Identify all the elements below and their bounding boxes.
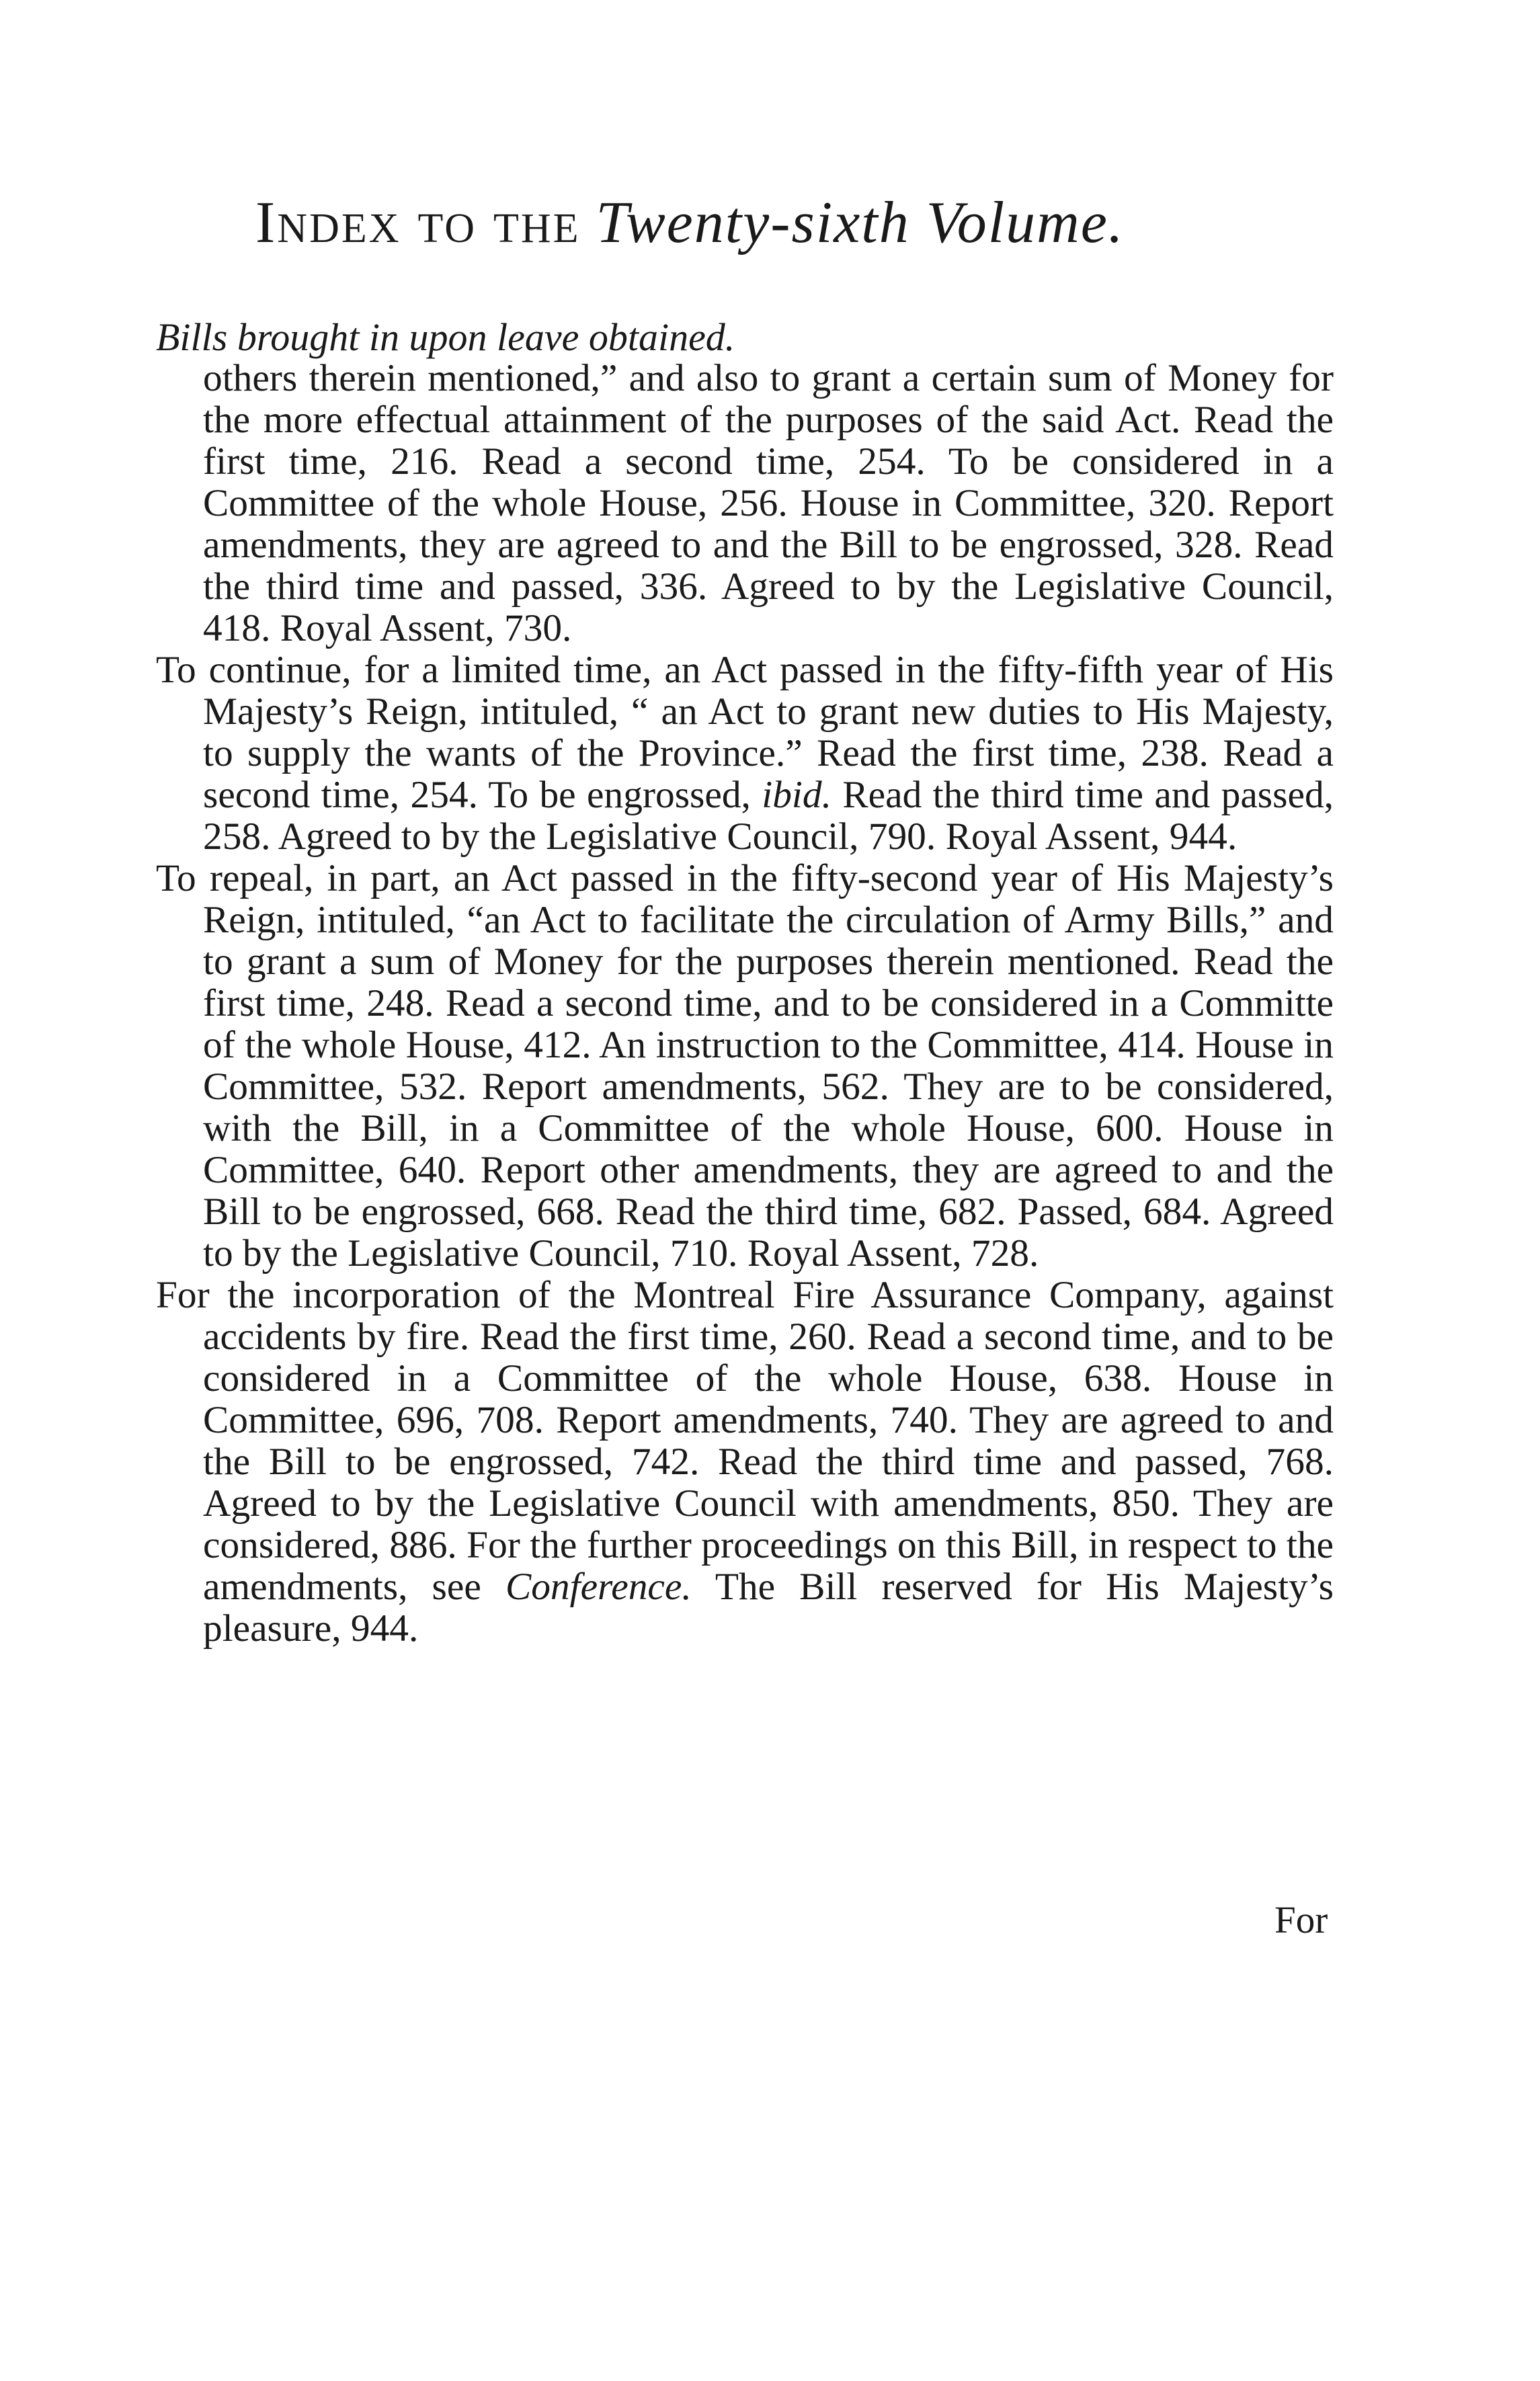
index-entry-repeal-act: [156, 858, 1334, 1275]
running-head: [255, 190, 1250, 257]
entry-text: To continue, for a limited time, an Act passed in the fifty-fifth year of His Majesty’s Reign, intituled, “ an Act to grant new duties to His Majesty, to supply the wants of the Province.” Read the first time, 238. Read a second time, 254. To be engrossed,: [156, 649, 1334, 816]
entry-text: For the incorporation of the Montreal Fire Assurance Company, against accidents by fire. Read the first time, 260. Read a second time, and to be considered in a Committee of the whole House, 638. House in Committee, 696, 708. Report amendments, 740. They are agreed to and the Bill to be engrossed, 742. Read the third time and passed, 768. Agreed to by the Legislative Council with amendments, 850. They are considered, 886. For the further proceedings on this Bill, in respect to the amendments, see: [156, 1274, 1334, 1608]
entry-text: Read the third time and passed, 258. Agreed to by the Legislative Council, 790. Royal Assent, 944.: [203, 774, 1334, 858]
entry-italic-ref: ibid.: [762, 774, 832, 816]
index-body: [156, 358, 1334, 1650]
index-entry-incorporation: [156, 1275, 1334, 1650]
index-entry-continued: [156, 358, 1334, 649]
section-heading: Bills brought in upon leave obtained.: [156, 315, 735, 359]
running-head-prefix: Index to the: [255, 190, 581, 255]
catchword: For: [1274, 1899, 1328, 1941]
entry-text: others therein mentioned,” and also to grant a certain sum of Money for the more effectual attainment of the purposes of the said Act. Read the first time, 216. Read a second time, 254. To be considered in a Committee of the whole House, 256. House in Committee, 320. Report amendments, they are agreed to and the Bill to be engrossed, 328. Read the third time and passed, 336. Agreed to by the Legislative Council, 418. Royal Assent, 730.: [203, 357, 1334, 649]
index-entry-continue-act: [156, 649, 1334, 858]
running-head-title: Twenty-sixth Volume.: [596, 190, 1125, 255]
entry-text: To repeal, in part, an Act passed in the fifty-second year of His Majesty’s Reign, intituled, “an Act to facilitate the circulation of Army Bills,” and to grant a sum of Money for the purposes therein mentioned. Read the first time, 248. Read a second time, and to be considered in a Committe of the whole House, 412. An instruction to the Committee, 414. House in Committee, 532. Report amendments, 562. They are to be considered, with the Bill, in a Committee of the whole House, 600. House in Committee, 640. Report other amendments, they are agreed to and the Bill to be engrossed, 668. Read the third time, 682. Passed, 684. Agreed to by the Legislative Council, 710. Royal Assent, 728.: [156, 857, 1334, 1275]
entry-text: The Bill reserved for His Majesty’s pleasure, 944.: [203, 1566, 1334, 1650]
entry-italic-ref: Conference.: [505, 1566, 692, 1608]
